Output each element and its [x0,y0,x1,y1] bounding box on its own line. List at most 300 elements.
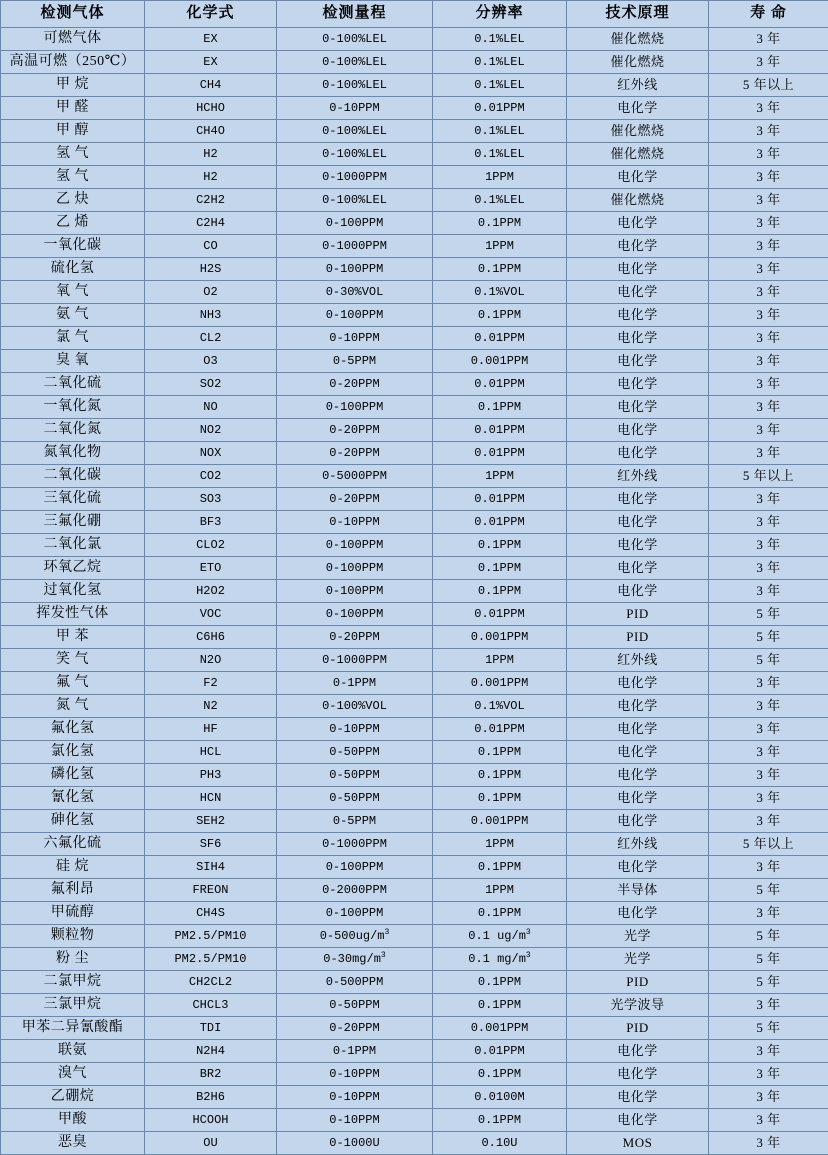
cell-principle: 电化学 [567,235,709,258]
table-row [1,810,828,833]
cell-lifetime: 3 年 [709,741,828,764]
cell-resolution: 0.1PPM [433,856,567,879]
cell-resolution: 0.1PPM [433,1063,567,1086]
cell-resolution: 0.1PPM [433,1109,567,1132]
cell-resolution: 1PPM [433,833,567,856]
column-header-lifetime: 寿 命 [709,1,828,28]
cell-principle: 电化学 [567,396,709,419]
cell-gas-name: 一氧化氮 [1,396,145,419]
cell-gas-name: 氮氧化物 [1,442,145,465]
cell-gas-name: 恶臭 [1,1132,145,1155]
cell-range: 0-100%LEL [277,189,433,212]
cell-formula: HF [145,718,277,741]
cell-resolution: 0.001PPM [433,810,567,833]
cell-lifetime: 3 年 [709,258,828,281]
cell-resolution: 0.01PPM [433,511,567,534]
cell-formula: CHCL3 [145,994,277,1017]
cell-principle: 电化学 [567,787,709,810]
cell-gas-name: 乙硼烷 [1,1086,145,1109]
cell-formula: CO2 [145,465,277,488]
cell-formula: SO2 [145,373,277,396]
cell-gas-name: 二氧化氯 [1,534,145,557]
cell-gas-name: 粉 尘 [1,948,145,971]
cell-formula: H2O2 [145,580,277,603]
cell-formula: PH3 [145,764,277,787]
cell-range: 0-10PPM [277,1086,433,1109]
cell-lifetime: 5 年 [709,649,828,672]
cell-lifetime: 5 年以上 [709,465,828,488]
cell-range: 0-1PPM [277,672,433,695]
cell-gas-name: 二氯甲烷 [1,971,145,994]
cell-gas-name: 乙 烯 [1,212,145,235]
cell-principle: 电化学 [567,1040,709,1063]
cell-range: 0-20PPM [277,488,433,511]
table-row [1,902,828,925]
cell-lifetime: 3 年 [709,281,828,304]
cell-gas-name: 可燃气体 [1,28,145,51]
cell-resolution: 0.1PPM [433,994,567,1017]
table-row [1,212,828,235]
table-row [1,327,828,350]
cell-gas-name: 氧 气 [1,281,145,304]
cell-formula: H2 [145,143,277,166]
cell-range: $0-500ug/m^3$ [277,925,433,948]
cell-gas-name: 氮 气 [1,695,145,718]
cell-formula: B2H6 [145,1086,277,1109]
cell-lifetime: 3 年 [709,672,828,695]
cell-gas-name: 硅 烷 [1,856,145,879]
cell-formula: ETO [145,557,277,580]
table-row [1,603,828,626]
cell-principle: PID [567,1017,709,1040]
cell-principle: 催化燃烧 [567,189,709,212]
cell-resolution: 0.0100M [433,1086,567,1109]
table-row [1,1109,828,1132]
cell-lifetime: 3 年 [709,212,828,235]
cell-range: 0-10PPM [277,511,433,534]
cell-resolution: 0.1%VOL [433,695,567,718]
cell-formula: HCOOH [145,1109,277,1132]
cell-principle: 电化学 [567,304,709,327]
cell-resolution: 0.01PPM [433,442,567,465]
cell-range: 0-20PPM [277,442,433,465]
cell-principle: 电化学 [567,511,709,534]
cell-gas-name: 氢 气 [1,143,145,166]
cell-principle: 催化燃烧 [567,51,709,74]
cell-principle: 电化学 [567,902,709,925]
cell-gas-name: 氢 气 [1,166,145,189]
cell-principle: 电化学 [567,741,709,764]
column-header-gas: 检测气体 [1,1,145,28]
cell-resolution: 0.10U [433,1132,567,1155]
cell-resolution: 0.001PPM [433,1017,567,1040]
cell-gas-name: 二氧化氮 [1,419,145,442]
cell-resolution: 0.1%LEL [433,189,567,212]
table-body [1,28,828,1155]
cell-range: 0-100PPM [277,534,433,557]
cell-principle: 光学 [567,948,709,971]
cell-range: 0-5000PPM [277,465,433,488]
cell-resolution: 1PPM [433,879,567,902]
cell-gas-name: 硫化氢 [1,258,145,281]
cell-lifetime: 5 年 [709,603,828,626]
cell-range: 0-5PPM [277,810,433,833]
cell-lifetime: 5 年 [709,626,828,649]
cell-formula: O3 [145,350,277,373]
cell-principle: 电化学 [567,672,709,695]
cell-resolution: 0.1PPM [433,787,567,810]
cell-principle: 电化学 [567,488,709,511]
cell-gas-name: 三氯甲烷 [1,994,145,1017]
cell-formula: CH4S [145,902,277,925]
cell-range: $0-30mg/m^3$ [277,948,433,971]
cell-formula: BF3 [145,511,277,534]
cell-formula: PM2.5/PM10 [145,948,277,971]
cell-resolution: 0.1PPM [433,304,567,327]
cell-principle: 电化学 [567,97,709,120]
table-row [1,373,828,396]
table-row [1,1063,828,1086]
table-row [1,74,828,97]
cell-principle: 光学 [567,925,709,948]
cell-principle: 电化学 [567,419,709,442]
table-row [1,304,828,327]
table-row [1,1086,828,1109]
cell-principle: PID [567,626,709,649]
cell-range: 0-100PPM [277,212,433,235]
cell-lifetime: 3 年 [709,1132,828,1155]
cell-resolution: 0.1 $ug/m^3$ [433,925,567,948]
cell-gas-name: 二氧化碳 [1,465,145,488]
cell-lifetime: 3 年 [709,143,828,166]
cell-resolution: 0.01PPM [433,97,567,120]
cell-principle: 红外线 [567,74,709,97]
cell-lifetime: 3 年 [709,166,828,189]
table-row [1,948,828,971]
cell-principle: 电化学 [567,281,709,304]
table-row [1,879,828,902]
cell-principle: 催化燃烧 [567,28,709,51]
cell-principle: 半导体 [567,879,709,902]
table-row [1,833,828,856]
cell-resolution: 0.1PPM [433,534,567,557]
cell-lifetime: 3 年 [709,856,828,879]
cell-formula: O2 [145,281,277,304]
cell-principle: 红外线 [567,833,709,856]
table-row [1,235,828,258]
cell-formula: CH4 [145,74,277,97]
cell-gas-name: 联氨 [1,1040,145,1063]
cell-formula: FREON [145,879,277,902]
cell-lifetime: 3 年 [709,511,828,534]
cell-gas-name: 二氧化硫 [1,373,145,396]
cell-formula: OU [145,1132,277,1155]
table-row [1,350,828,373]
cell-range: 0-100%LEL [277,120,433,143]
cell-resolution: 1PPM [433,235,567,258]
cell-formula: PM2.5/PM10 [145,925,277,948]
cell-lifetime: 3 年 [709,557,828,580]
cell-gas-name: 三氧化硫 [1,488,145,511]
cell-lifetime: 3 年 [709,764,828,787]
cell-range: 0-100PPM [277,304,433,327]
cell-lifetime: 5 年 [709,925,828,948]
cell-range: 0-20PPM [277,373,433,396]
cell-resolution: 0.1PPM [433,764,567,787]
cell-formula: C6H6 [145,626,277,649]
table-row [1,764,828,787]
cell-gas-name: 挥发性气体 [1,603,145,626]
cell-formula: CL2 [145,327,277,350]
cell-range: 0-10PPM [277,97,433,120]
column-header-principle: 技术原理 [567,1,709,28]
cell-range: 0-20PPM [277,419,433,442]
cell-formula: SIH4 [145,856,277,879]
cell-principle: 电化学 [567,764,709,787]
table-row [1,189,828,212]
cell-gas-name: 甲硫醇 [1,902,145,925]
cell-principle: PID [567,603,709,626]
cell-resolution: 0.1PPM [433,212,567,235]
cell-principle: 电化学 [567,212,709,235]
cell-lifetime: 3 年 [709,580,828,603]
cell-formula: CLO2 [145,534,277,557]
cell-formula: NO [145,396,277,419]
cell-resolution: 0.01PPM [433,718,567,741]
table-row [1,534,828,557]
cell-formula: HCN [145,787,277,810]
cell-gas-name: 甲 醇 [1,120,145,143]
cell-resolution: 0.1%VOL [433,281,567,304]
cell-formula: F2 [145,672,277,695]
cell-gas-name: 氰化氢 [1,787,145,810]
cell-range: 0-100%VOL [277,695,433,718]
cell-resolution: 0.1%LEL [433,28,567,51]
cell-resolution: 1PPM [433,166,567,189]
table-row [1,626,828,649]
cell-principle: 催化燃烧 [567,120,709,143]
cell-range: 0-2000PPM [277,879,433,902]
cell-range: 0-10PPM [277,1109,433,1132]
cell-gas-name: 乙 炔 [1,189,145,212]
table-row [1,442,828,465]
cell-gas-name: 氟化氢 [1,718,145,741]
cell-range: 0-50PPM [277,764,433,787]
cell-lifetime: 3 年 [709,419,828,442]
cell-principle: 催化燃烧 [567,143,709,166]
cell-gas-name: 甲酸 [1,1109,145,1132]
table-header-row [1,1,828,28]
cell-formula: N2O [145,649,277,672]
cell-principle: 电化学 [567,1109,709,1132]
cell-lifetime: 3 年 [709,373,828,396]
cell-lifetime: 5 年 [709,971,828,994]
cell-principle: 电化学 [567,557,709,580]
cell-resolution: 0.1PPM [433,580,567,603]
cell-formula: H2S [145,258,277,281]
cell-resolution: 0.001PPM [433,626,567,649]
cell-formula: BR2 [145,1063,277,1086]
cell-range: 0-20PPM [277,626,433,649]
cell-range: 0-50PPM [277,741,433,764]
cell-resolution: 0.1 $mg/m^3$ [433,948,567,971]
table-row [1,143,828,166]
cell-range: 0-5PPM [277,350,433,373]
cell-range: 0-10PPM [277,1063,433,1086]
cell-lifetime: 3 年 [709,97,828,120]
cell-formula: EX [145,51,277,74]
table-row [1,925,828,948]
cell-lifetime: 3 年 [709,1063,828,1086]
cell-principle: 红外线 [567,649,709,672]
cell-principle: 电化学 [567,1086,709,1109]
cell-lifetime: 5 年以上 [709,833,828,856]
cell-principle: 电化学 [567,810,709,833]
cell-gas-name: 氟 气 [1,672,145,695]
cell-range: 0-100PPM [277,856,433,879]
cell-principle: 电化学 [567,580,709,603]
cell-gas-name: 甲 醛 [1,97,145,120]
cell-principle: 电化学 [567,350,709,373]
column-header-resolution: 分辨率 [433,1,567,28]
cell-lifetime: 3 年 [709,1086,828,1109]
cell-resolution: 0.1%LEL [433,143,567,166]
cell-formula: TDI [145,1017,277,1040]
table-row [1,557,828,580]
cell-principle: 红外线 [567,465,709,488]
cell-lifetime: 3 年 [709,1040,828,1063]
cell-lifetime: 3 年 [709,304,828,327]
column-header-formula: 化学式 [145,1,277,28]
cell-lifetime: 3 年 [709,51,828,74]
cell-gas-name: 环氧乙烷 [1,557,145,580]
cell-range: 0-100PPM [277,396,433,419]
cell-range: 0-100%LEL [277,28,433,51]
cell-resolution: 0.1PPM [433,258,567,281]
cell-principle: 电化学 [567,166,709,189]
table-row [1,396,828,419]
cell-lifetime: 5 年以上 [709,74,828,97]
cell-lifetime: 3 年 [709,189,828,212]
cell-resolution: 1PPM [433,649,567,672]
table-row [1,695,828,718]
cell-gas-name: 三氟化硼 [1,511,145,534]
cell-resolution: 0.001PPM [433,672,567,695]
table-row [1,718,828,741]
cell-formula: N2H4 [145,1040,277,1063]
cell-formula: C2H2 [145,189,277,212]
cell-formula: NOX [145,442,277,465]
cell-range: 0-10PPM [277,718,433,741]
cell-resolution: 0.01PPM [433,373,567,396]
table-row [1,166,828,189]
cell-range: 0-100PPM [277,258,433,281]
table-row [1,511,828,534]
cell-principle: 电化学 [567,442,709,465]
table-row [1,1132,828,1155]
cell-lifetime: 3 年 [709,327,828,350]
cell-resolution: 0.1%LEL [433,74,567,97]
cell-formula: CH4O [145,120,277,143]
cell-formula: HCHO [145,97,277,120]
cell-range: 0-50PPM [277,787,433,810]
cell-gas-name: 笑 气 [1,649,145,672]
cell-principle: 电化学 [567,373,709,396]
cell-lifetime: 3 年 [709,810,828,833]
cell-lifetime: 3 年 [709,695,828,718]
cell-lifetime: 3 年 [709,534,828,557]
cell-resolution: 0.01PPM [433,327,567,350]
cell-gas-name: 氯化氢 [1,741,145,764]
cell-resolution: 0.1%LEL [433,51,567,74]
cell-principle: 电化学 [567,695,709,718]
cell-resolution: 0.01PPM [433,1040,567,1063]
cell-resolution: 0.01PPM [433,488,567,511]
table-row [1,787,828,810]
cell-range: 0-100PPM [277,902,433,925]
cell-formula: SEH2 [145,810,277,833]
cell-range: 0-100%LEL [277,51,433,74]
cell-range: 0-1000PPM [277,833,433,856]
cell-principle: PID [567,971,709,994]
cell-formula: NH3 [145,304,277,327]
cell-range: 0-100PPM [277,557,433,580]
table-row [1,419,828,442]
cell-resolution: 0.01PPM [433,419,567,442]
cell-principle: 电化学 [567,327,709,350]
cell-range: 0-100PPM [277,603,433,626]
table-row [1,649,828,672]
table-row [1,97,828,120]
cell-lifetime: 3 年 [709,902,828,925]
cell-principle: MOS [567,1132,709,1155]
cell-formula: HCL [145,741,277,764]
cell-lifetime: 3 年 [709,235,828,258]
cell-formula: N2 [145,695,277,718]
cell-resolution: 0.1PPM [433,741,567,764]
cell-range: 0-30%VOL [277,281,433,304]
cell-resolution: 0.1%LEL [433,120,567,143]
cell-resolution: 0.1PPM [433,396,567,419]
cell-lifetime: 3 年 [709,120,828,143]
cell-principle: 电化学 [567,856,709,879]
cell-gas-name: 甲 烷 [1,74,145,97]
table-row [1,258,828,281]
table-row [1,488,828,511]
table-row [1,51,828,74]
cell-principle: 光学波导 [567,994,709,1017]
cell-gas-name: 砷化氢 [1,810,145,833]
table-row [1,281,828,304]
cell-gas-name: 颗粒物 [1,925,145,948]
cell-formula: CH2CL2 [145,971,277,994]
table-row [1,994,828,1017]
cell-range: 0-1000PPM [277,649,433,672]
cell-formula: H2 [145,166,277,189]
table-row [1,971,828,994]
table-row [1,120,828,143]
cell-gas-name: 一氧化碳 [1,235,145,258]
cell-gas-name: 高温可燃（250℃） [1,51,145,74]
cell-formula: CO [145,235,277,258]
cell-gas-name: 溴气 [1,1063,145,1086]
cell-resolution: 0.1PPM [433,902,567,925]
cell-range: 0-100%LEL [277,74,433,97]
cell-formula: SF6 [145,833,277,856]
cell-resolution: 0.001PPM [433,350,567,373]
cell-lifetime: 3 年 [709,1109,828,1132]
cell-lifetime: 5 年 [709,948,828,971]
